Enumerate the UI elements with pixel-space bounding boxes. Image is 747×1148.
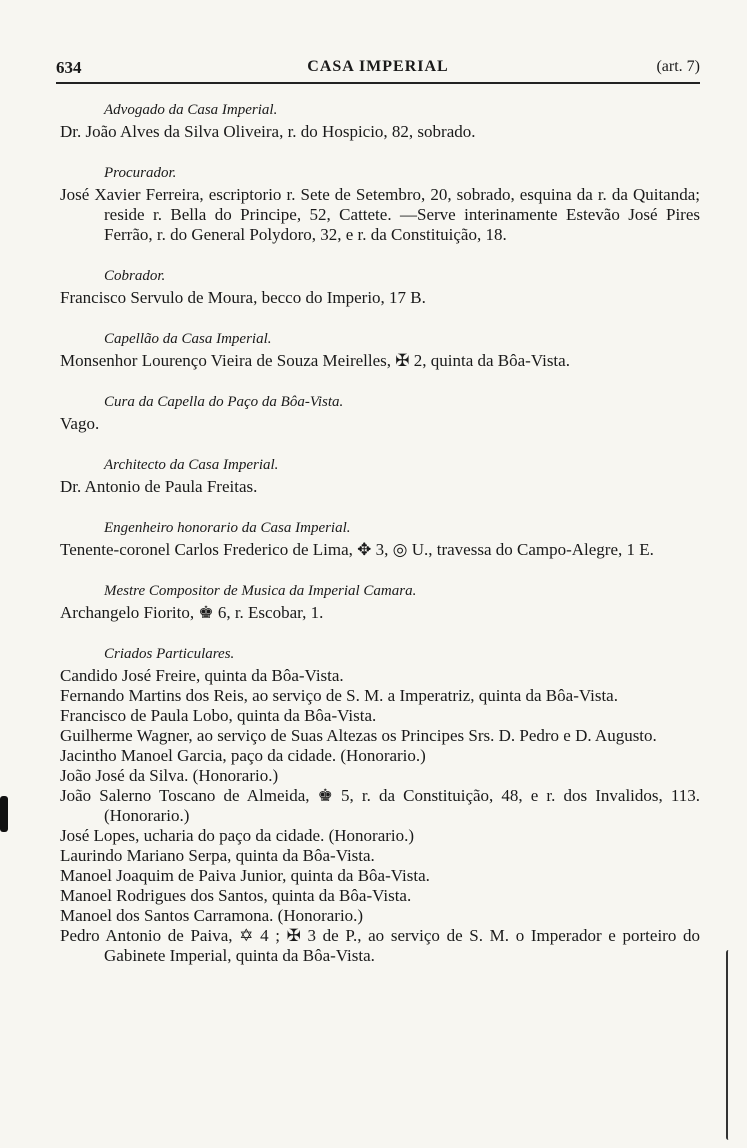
list-item: Manoel Joaquim de Paiva Junior, quinta da Bôa-Vista. — [60, 866, 430, 885]
page-body — [60, 100, 700, 987]
section-cobrador — [60, 266, 700, 308]
section-heading: Capellão da Casa Imperial. — [104, 331, 272, 347]
list-item: Laurindo Mariano Serpa, quinta da Bôa-Vista. — [60, 846, 375, 865]
section-heading: Procurador. — [104, 165, 177, 181]
list-item: Francisco Servulo de Moura, becco do Imperio, 17 B. — [60, 288, 426, 307]
section-capellao — [60, 329, 700, 371]
list-item: Francisco de Paula Lobo, quinta da Bôa-Vista. — [60, 706, 377, 725]
section-mestre-compositor — [60, 581, 700, 623]
list-item: João José da Silva. (Honorario.) — [60, 766, 279, 785]
section-heading: Mestre Compositor de Musica da Imperial Camara. — [104, 583, 417, 599]
list-item: Tenente-coronel Carlos Frederico de Lima, ✥ 3, ◎ U., travessa do Campo-Alegre, 1 E. — [60, 540, 654, 559]
list-item: Candido José Freire, quinta da Bôa-Vista. — [60, 666, 344, 685]
section-advogado — [60, 100, 700, 142]
section-cura — [60, 392, 700, 434]
list-item: Monsenhor Lourenço Vieira de Souza Meirelles, ✠ 2, quinta da Bôa-Vista. — [60, 351, 570, 370]
section-heading: Cura da Capella do Paço da Bôa-Vista. — [104, 394, 344, 410]
ink-bleed-mark — [0, 796, 8, 832]
article-ref: (art. 7) — [656, 58, 700, 75]
list-item: João Salerno Toscano de Almeida, ♚ 5, r. da Constituição, 48, e r. dos Invalidos, 113. (Honorario.) — [60, 786, 700, 825]
list-item: José Lopes, ucharia do paço da cidade. (Honorario.) — [60, 826, 415, 845]
list-item: Dr. João Alves da Silva Oliveira, r. do Hospicio, 82, sobrado. — [60, 122, 476, 141]
section-heading: Cobrador. — [104, 268, 166, 284]
list-item: Archangelo Fiorito, ♚ 6, r. Escobar, 1. — [60, 603, 324, 622]
page-number: 634 — [56, 58, 82, 77]
pencil-margin-mark — [726, 950, 731, 1140]
section-procurador — [60, 163, 700, 245]
section-architecto — [60, 455, 700, 497]
list-item: Dr. Antonio de Paula Freitas. — [60, 477, 258, 496]
list-item: Guilherme Wagner, ao serviço de Suas Altezas os Principes Srs. D. Pedro e D. Augusto. — [60, 726, 657, 745]
page-header — [56, 56, 700, 84]
list-item: Manoel Rodrigues dos Santos, quinta da Bôa-Vista. — [60, 886, 412, 905]
running-title: CASA IMPERIAL — [307, 58, 449, 75]
list-item: Fernando Martins dos Reis, ao serviço de S. M. a Imperatriz, quinta da Bôa-Vista. — [60, 686, 618, 705]
section-heading: Criados Particulares. — [104, 646, 235, 662]
list-item: Pedro Antonio de Paiva, ✡ 4 ; ✠ 3 de P., ao serviço de S. M. o Imperador e porteiro do Gabinete Imperial, quinta da Bôa-Vista. — [60, 926, 700, 965]
list-item: José Xavier Ferreira, escriptorio r. Sete de Setembro, 20, sobrado, esquina da r. da Quitanda; reside r. Bella do Principe, 52, Cattete. —Serve interinamente Estevão José Pires Ferrão, r. do General Polydoro, 32, e r. da Constituição, 18. — [60, 185, 700, 244]
section-heading: Advogado da Casa Imperial. — [104, 102, 278, 118]
section-heading: Architecto da Casa Imperial. — [104, 457, 279, 473]
list-item: Jacintho Manoel Garcia, paço da cidade. (Honorario.) — [60, 746, 426, 765]
list-item: Manoel dos Santos Carramona. (Honorario.) — [60, 906, 364, 925]
section-criados — [60, 644, 700, 966]
section-engenheiro — [60, 518, 700, 560]
list-item: Vago. — [60, 414, 100, 433]
section-heading: Engenheiro honorario da Casa Imperial. — [104, 520, 351, 536]
